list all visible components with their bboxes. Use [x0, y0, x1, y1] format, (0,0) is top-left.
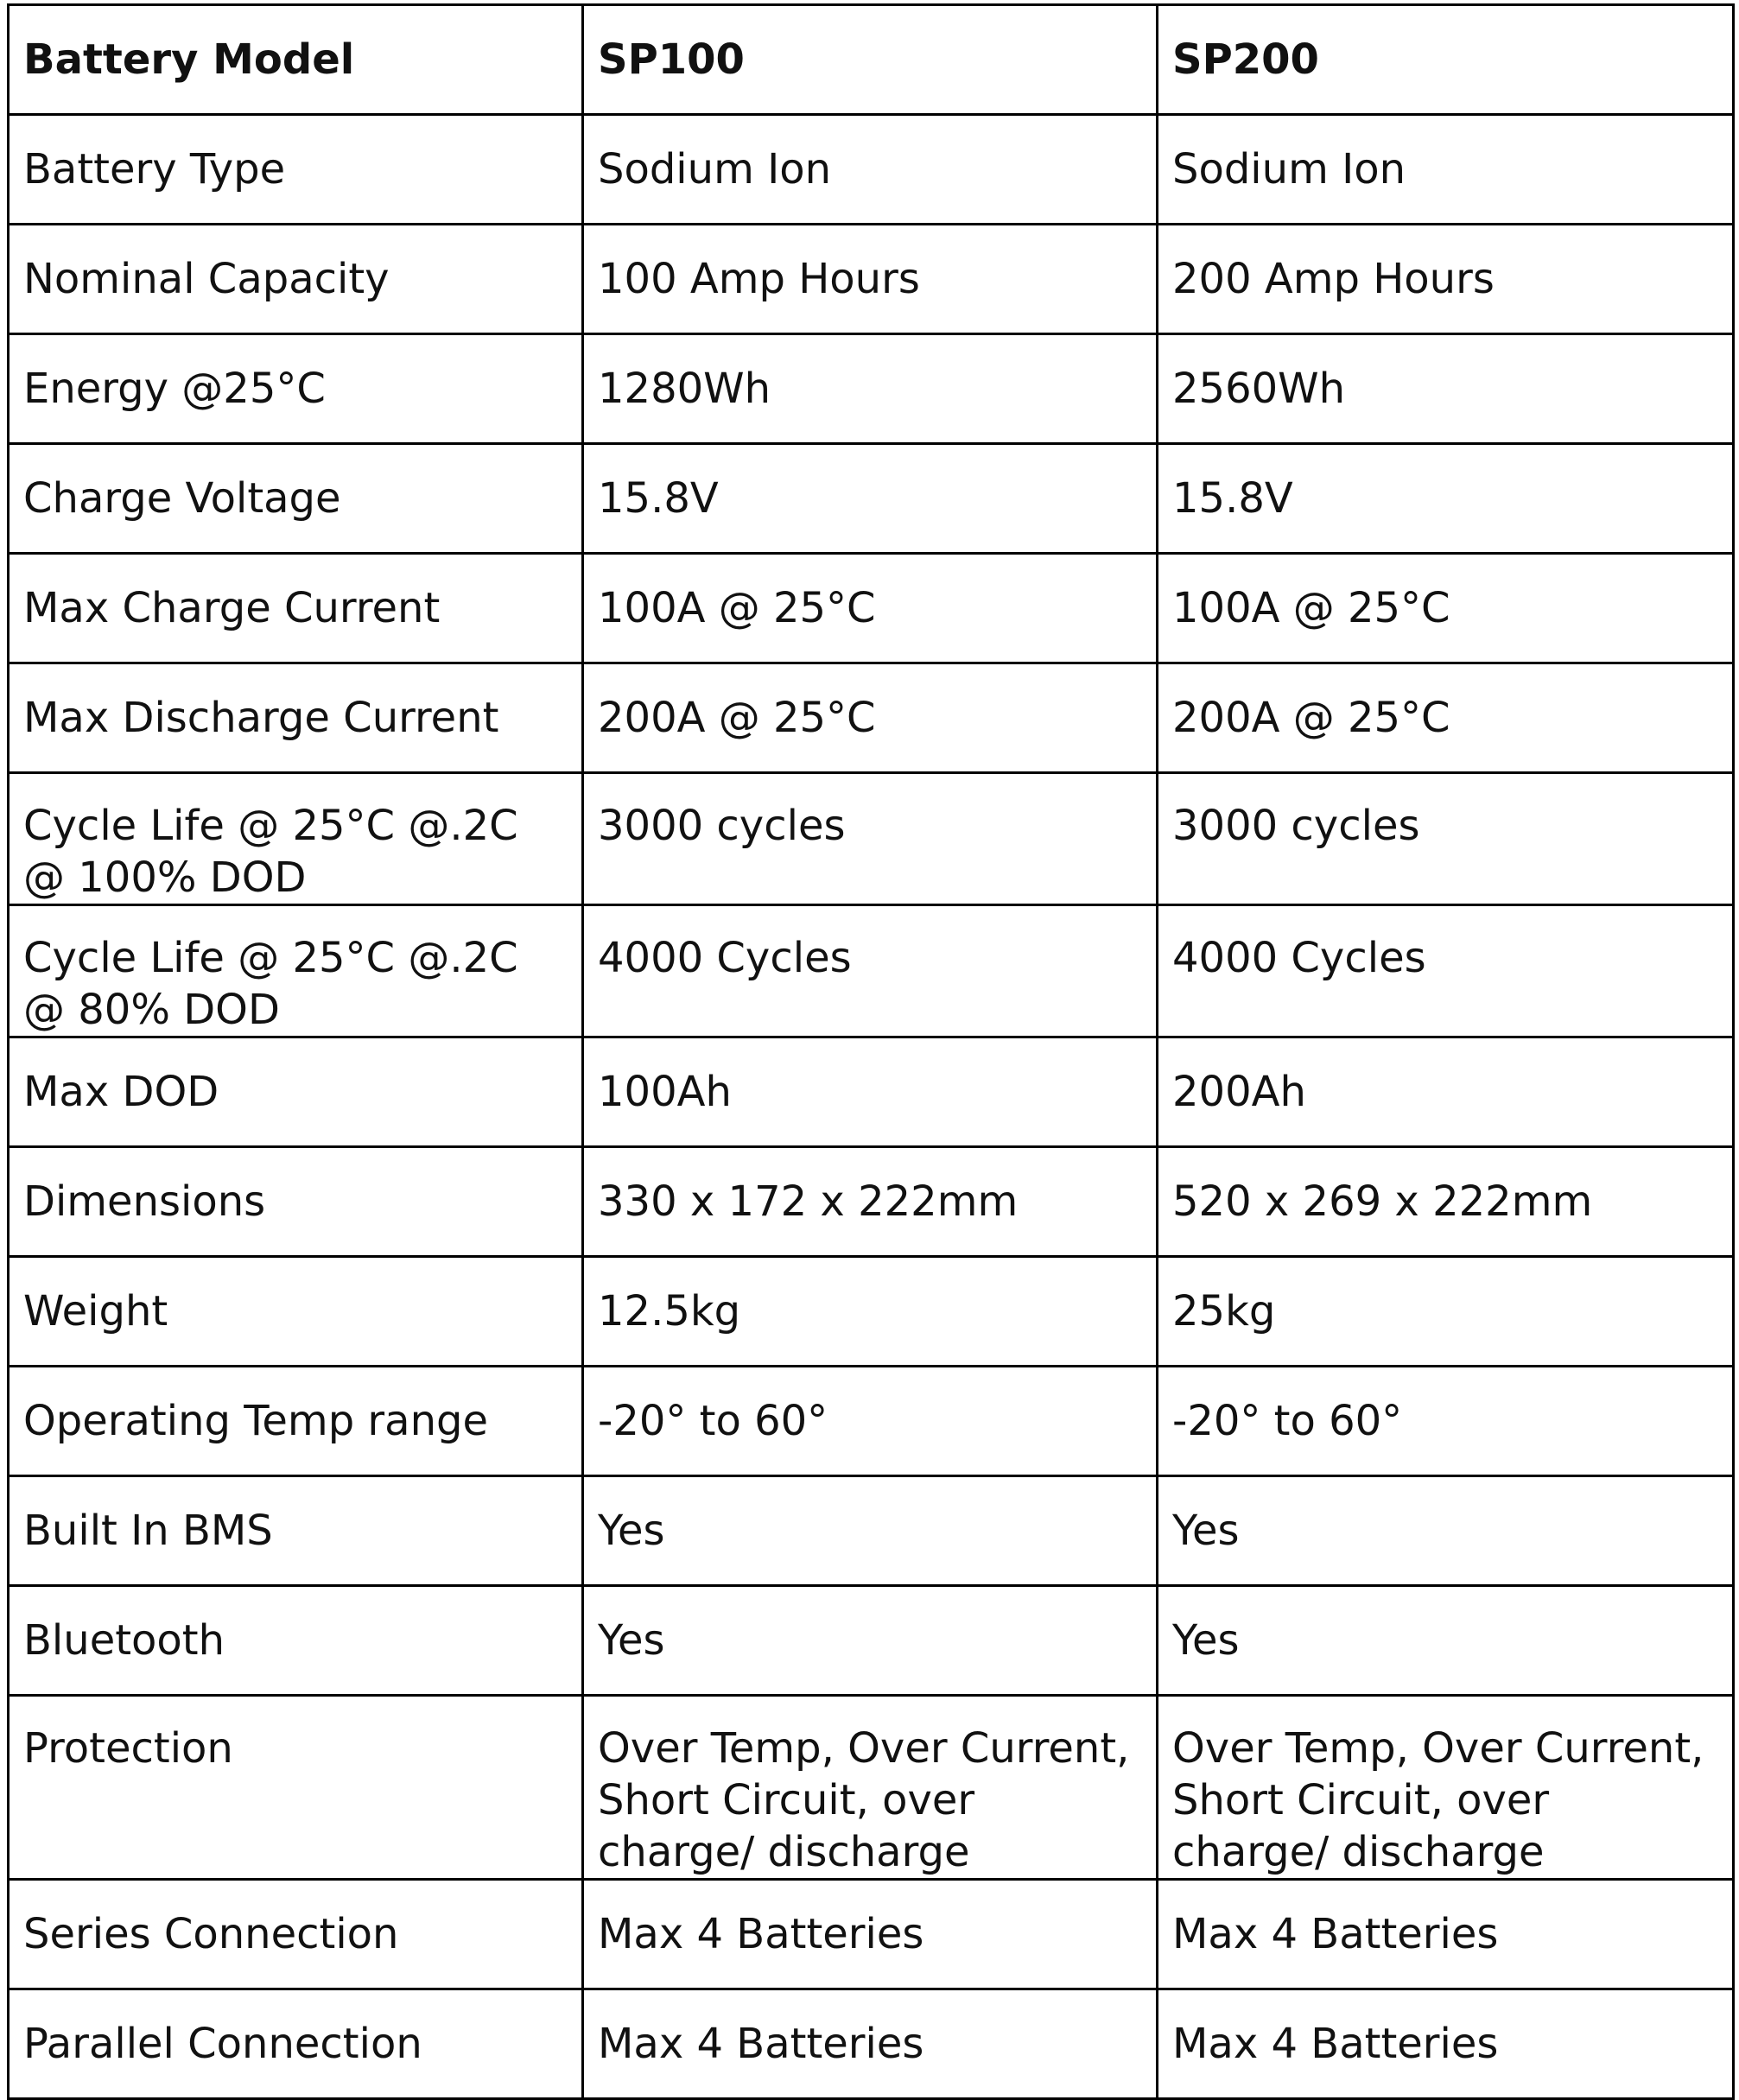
sp100-value: 15.8V	[583, 444, 1158, 554]
row-label: Weight	[9, 1257, 583, 1367]
table-row	[9, 225, 1734, 334]
table-row	[9, 334, 1734, 444]
sp200-value: Max 4 Batteries	[1158, 1989, 1734, 2099]
sp100-value: Max 4 Batteries	[583, 1880, 1158, 1989]
sp100-value: Max 4 Batteries	[583, 1989, 1158, 2099]
sp100-value: 3000 cycles	[583, 773, 1158, 905]
table-row	[9, 1037, 1734, 1147]
sp200-value: 25kg	[1158, 1257, 1734, 1367]
row-label: Operating Temp range	[9, 1367, 583, 1476]
table-row	[9, 663, 1734, 773]
sp100-value: Yes	[583, 1586, 1158, 1696]
sp100-value: 330 x 172 x 222mm	[583, 1147, 1158, 1257]
sp200-value: -20° to 60°	[1158, 1367, 1734, 1476]
header-battery-model: Battery Model	[9, 5, 583, 115]
table-row	[9, 444, 1734, 554]
sp200-value: 520 x 269 x 222mm	[1158, 1147, 1734, 1257]
row-label: Dimensions	[9, 1147, 583, 1257]
sp200-value: Sodium Ion	[1158, 115, 1734, 225]
row-label: Max Charge Current	[9, 554, 583, 663]
table-row	[9, 1586, 1734, 1696]
table-row	[9, 905, 1734, 1037]
battery-spec-table	[7, 3, 1735, 2100]
sp100-value: 100 Amp Hours	[583, 225, 1158, 334]
table-row	[9, 1257, 1734, 1367]
sp200-value: 200 Amp Hours	[1158, 225, 1734, 334]
row-label: Series Connection	[9, 1880, 583, 1989]
sp200-value: Yes	[1158, 1476, 1734, 1586]
table-row	[9, 1147, 1734, 1257]
sp100-value: 4000 Cycles	[583, 905, 1158, 1037]
sp100-value: 12.5kg	[583, 1257, 1158, 1367]
row-label: Protection	[9, 1696, 583, 1880]
row-label: Battery Type	[9, 115, 583, 225]
sp200-value: 200A @ 25°C	[1158, 663, 1734, 773]
row-label: Cycle Life @ 25°C @.2C @ 80% DOD	[9, 905, 583, 1037]
sp100-value: 100A @ 25°C	[583, 554, 1158, 663]
sp200-value: Yes	[1158, 1586, 1734, 1696]
sp100-value: -20° to 60°	[583, 1367, 1158, 1476]
row-label: Cycle Life @ 25°C @.2C @ 100% DOD	[9, 773, 583, 905]
table-row	[9, 1880, 1734, 1989]
sp200-value: 2560Wh	[1158, 334, 1734, 444]
row-label: Bluetooth	[9, 1586, 583, 1696]
sp100-value: 1280Wh	[583, 334, 1158, 444]
row-label: Parallel Connection	[9, 1989, 583, 2099]
sp100-value: Yes	[583, 1476, 1158, 1586]
sp200-value: 3000 cycles	[1158, 773, 1734, 905]
header-sp100: SP100	[583, 5, 1158, 115]
sp100-value: Sodium Ion	[583, 115, 1158, 225]
row-label: Energy @25°C	[9, 334, 583, 444]
table-header-row	[9, 5, 1734, 115]
table-row	[9, 1476, 1734, 1586]
header-sp200: SP200	[1158, 5, 1734, 115]
table-row	[9, 773, 1734, 905]
sp200-value: 15.8V	[1158, 444, 1734, 554]
row-label: Nominal Capacity	[9, 225, 583, 334]
table-row	[9, 1989, 1734, 2099]
sp200-value: 100A @ 25°C	[1158, 554, 1734, 663]
sp100-value: 200A @ 25°C	[583, 663, 1158, 773]
sp200-value: Max 4 Batteries	[1158, 1880, 1734, 1989]
table-row	[9, 1367, 1734, 1476]
row-label: Built In BMS	[9, 1476, 583, 1586]
sp200-value: Over Temp, Over Current, Short Circuit, over charge/ discharge	[1158, 1696, 1734, 1880]
table-row	[9, 115, 1734, 225]
table-row	[9, 1696, 1734, 1880]
sp200-value: 200Ah	[1158, 1037, 1734, 1147]
table-row	[9, 554, 1734, 663]
row-label: Max Discharge Current	[9, 663, 583, 773]
row-label: Max DOD	[9, 1037, 583, 1147]
row-label: Charge Voltage	[9, 444, 583, 554]
sp200-value: 4000 Cycles	[1158, 905, 1734, 1037]
sp100-value: 100Ah	[583, 1037, 1158, 1147]
sp100-value: Over Temp, Over Current, Short Circuit, over charge/ discharge	[583, 1696, 1158, 1880]
